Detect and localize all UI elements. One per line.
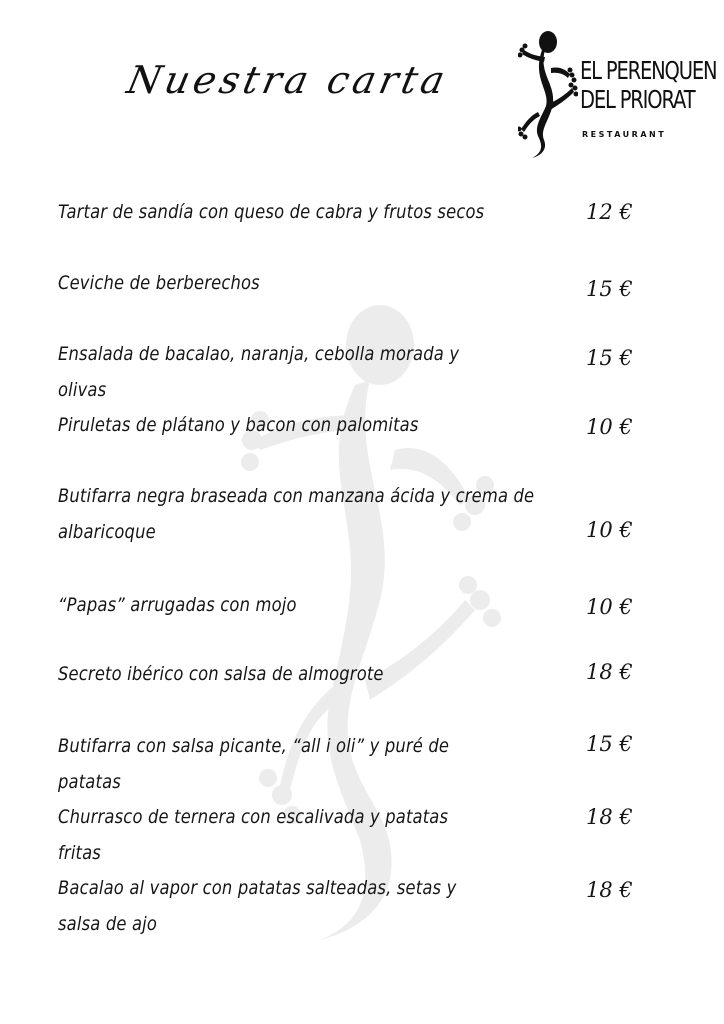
menu-item-price: 18 € bbox=[586, 878, 633, 902]
menu-item-name: Piruletas de plátano y bacon con palomitas bbox=[58, 414, 419, 436]
menu-item-price: 18 € bbox=[586, 660, 633, 684]
menu-item-price: 12 € bbox=[586, 200, 633, 224]
menu-item-price: 10 € bbox=[586, 518, 633, 542]
menu-item-name: Ceviche de berberechos bbox=[58, 272, 260, 294]
gecko-icon bbox=[518, 30, 578, 160]
menu-item-name: Bacalao al vapor con patatas salteadas, setas y salsa de ajo bbox=[58, 877, 457, 935]
menu-item-price: 10 € bbox=[586, 595, 633, 619]
logo-name-line2: DEL PRIORAT bbox=[580, 85, 695, 114]
menu-item-name: Butifarra con salsa picante, “all i oli” y puré de patatas bbox=[58, 735, 450, 793]
restaurant-logo bbox=[518, 30, 718, 165]
logo-subtitle: RESTAURANT bbox=[582, 130, 667, 139]
menu-item-name: Butifarra negra braseada con manzana ácida y crema de albaricoque bbox=[58, 485, 535, 543]
menu-item-price: 15 € bbox=[586, 346, 633, 370]
menu-item-price: 15 € bbox=[586, 732, 633, 756]
menu-item-price: 18 € bbox=[586, 805, 633, 829]
logo-name-line1: EL PERENQUEN bbox=[580, 56, 717, 85]
menu-item-price: 10 € bbox=[586, 415, 633, 439]
menu-item-price: 15 € bbox=[586, 277, 633, 301]
menu-item-name: Ensalada de bacalao, naranja, cebolla morada y olivas bbox=[58, 343, 460, 401]
menu-item-name: Churrasco de ternera con escalivada y patatas fritas bbox=[58, 806, 449, 864]
menu-item-name: Tartar de sandía con queso de cabra y frutos secos bbox=[58, 201, 485, 223]
menu-item-name: “Papas” arrugadas con mojo bbox=[58, 594, 297, 616]
menu-item-name: Secreto ibérico con salsa de almogrote bbox=[58, 663, 384, 685]
page-title: Nuestra carta bbox=[123, 58, 453, 102]
